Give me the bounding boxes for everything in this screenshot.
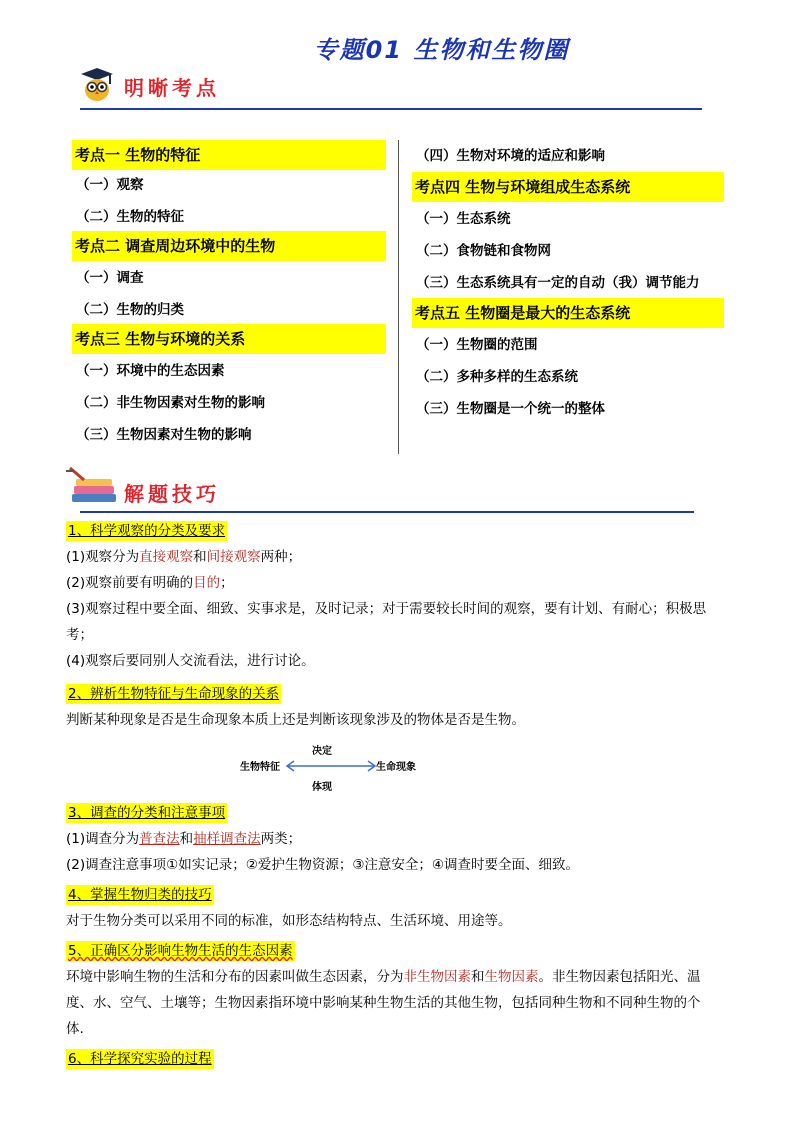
diagram-label-bottom: 体现 [312,782,332,793]
books-pencil-icon [66,466,118,506]
toc-item[interactable]: （二）多种多样的生态系统 [416,369,578,385]
toc-heading[interactable]: 考点三 生物与环境的关系 [72,324,386,354]
toc-item[interactable]: （四）生物对环境的适应和影响 [416,148,605,164]
toc-right-column [412,146,724,419]
section-rule [80,511,694,513]
diagram-label-left: 生物特征 [240,762,280,773]
tip-3 [66,802,579,875]
tip-line: 判断某种现象是否是生命现象本质上还是判断该现象涉及的物体是否是生物。 [66,712,525,728]
page-title: 专题01 生物和生物圈 [313,36,570,64]
double-arrow-icon [284,760,378,772]
toc-item[interactable]: （三）生物圈是一个统一的整体 [416,401,605,417]
toc-item[interactable]: （一）生态系统 [416,211,511,227]
section-heading-key-points: 明晰考点 [124,76,220,100]
tip-line: 环境中影响生物的生活和分布的因素叫做生态因素，分为非生物因素和生物因素。非生物因素包括阳光、温 [66,969,701,985]
toc-item[interactable]: （三）生态系统具有一定的自动（我）调节能力 [416,275,700,291]
tip-line: (3)观察过程中要全面、细致、实事求是，及时记录；对于需要较长时间的观察，要有计划、有耐心；积极思 [66,601,707,617]
toc-divider [398,140,399,454]
toc-item[interactable]: （二）食物链和食物网 [416,243,551,259]
section-rule [80,108,702,110]
diagram-label-right: 生命现象 [376,762,416,773]
tip-2 [66,683,525,730]
toc-item[interactable]: （三）生物因素对生物的影响 [76,427,252,443]
diagram-label-top: 决定 [312,746,332,757]
tip-line: 体. [66,1021,84,1037]
toc-heading[interactable]: 考点一 生物的特征 [72,140,386,170]
tip-line: (2)调查注意事项①如实记录；②爱护生物资源；③注意安全；④调查时要全面、细致。 [66,857,580,873]
tip-6 [66,1048,214,1069]
tip-line: 对于生物分类可以采用不同的标准，如形态结构特点、生活环境、用途等。 [66,913,512,929]
tip-title: 4、掌握生物归类的技巧 [68,887,212,903]
toc-item[interactable]: （一）观察 [76,177,144,193]
toc-heading[interactable]: 考点二 调查周边环境中的生物 [72,231,386,261]
tip-title: 1、科学观察的分类及要求 [68,523,226,539]
tip-line: (4)观察后要同别人交流看法，进行讨论。 [66,653,315,669]
tip-line: (1)调查分为普查法和抽样调查法两类； [66,831,302,847]
tip-title: 6、科学探究实验的过程 [68,1051,212,1067]
tip-4 [66,884,512,931]
toc-item[interactable]: （二）生物的特征 [76,209,184,225]
toc-left-column [72,140,386,445]
tip-line: 度、水、空气、土壤等；生物因素指环境中影响某种生物生活的其他生物，包括同种生物和不同种生物的个 [66,995,701,1011]
section-heading-tips: 解题技巧 [124,482,220,506]
toc-item[interactable]: （二）非生物因素对生物的影响 [76,395,265,411]
toc-heading[interactable]: 考点五 生物圈是最大的生态系统 [412,298,724,328]
toc-item[interactable]: （一）调查 [76,270,144,286]
tip-5 [66,940,736,1039]
relation-diagram [236,740,436,793]
toc-item[interactable]: （二）生物的归类 [76,302,184,318]
toc-item[interactable]: （一）环境中的生态因素 [76,363,225,379]
tip-title: 5、正确区分影响生物生活的生态因素 [68,943,293,959]
tip-line: 考； [66,627,93,643]
toc-heading[interactable]: 考点四 生物与环境组成生态系统 [412,172,724,202]
tip-1 [66,520,736,671]
graduate-owl-icon [80,66,114,102]
tip-line: (2)观察前要有明确的目的； [66,575,234,591]
tip-title: 2、辨析生物特征与生命现象的关系 [68,686,280,702]
tip-line: (1)观察分为直接观察和间接观察两种； [66,549,302,565]
tip-title: 3、调查的分类和注意事项 [68,805,226,821]
toc-item[interactable]: （一）生物圈的范围 [416,337,538,353]
